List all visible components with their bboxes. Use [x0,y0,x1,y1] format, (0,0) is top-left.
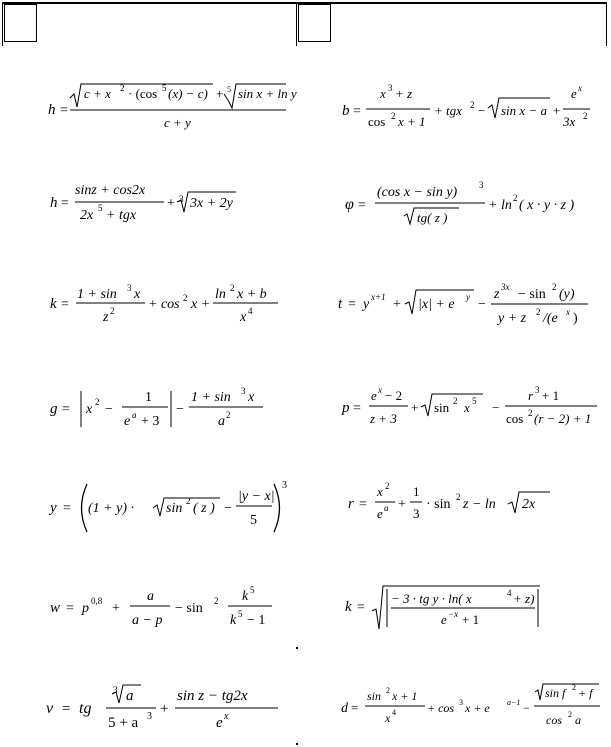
svg-text:4: 4 [507,588,512,598]
svg-text:x + 1: x + 1 [398,114,426,129]
svg-text:=: = [66,601,74,616]
svg-text:=: = [353,401,361,416]
formula-p [342,385,600,435]
svg-text:(cos x − sin y): (cos x − sin y) [377,185,458,200]
svg-text:sin x + ln y: sin x + ln y [238,86,297,101]
svg-text:3: 3 [147,711,152,722]
svg-text:· (cos: · (cos [128,86,158,101]
svg-text:2: 2 [470,100,475,110]
svg-text:+ cos: + cos [427,701,455,715]
svg-text:p: p [82,601,89,616]
svg-text:(1 + y) ·: (1 + y) · [88,501,134,516]
svg-text:t: t [338,296,343,312]
svg-text:− 1: − 1 [247,613,266,628]
formula-h-2 [50,178,260,228]
svg-text:tg( z ): tg( z ) [417,210,448,225]
svg-text:r: r [348,496,354,512]
svg-text:|y − x|: |y − x| [238,489,275,504]
svg-text:=: = [61,297,69,312]
svg-text:2x: 2x [522,497,536,512]
svg-text:2: 2 [95,397,100,407]
svg-text:3: 3 [241,386,246,396]
svg-text:2: 2 [572,683,576,692]
svg-text:x: x [566,307,570,317]
svg-text:2: 2 [186,496,191,506]
svg-text:+: + [398,497,406,512]
svg-text:3: 3 [459,698,463,707]
svg-text:e: e [441,612,447,627]
formula-k-1 [50,284,290,334]
svg-text:z − ln: z − ln [463,497,496,512]
svg-text:x + e: x + e [465,701,490,715]
svg-text:( z ): ( z ) [193,501,215,516]
svg-text:5 + a: 5 + a [108,715,139,731]
header-column-separator [296,4,297,46]
svg-text:e: e [571,86,577,101]
formula-h-1 [48,80,298,140]
svg-text:tg: tg [79,700,92,717]
svg-text:2: 2 [536,307,541,317]
svg-text:=: = [61,196,69,211]
svg-text:−: − [105,402,113,417]
svg-text:3: 3 [535,385,540,395]
svg-text:4: 4 [248,306,253,316]
formula-b [342,82,592,142]
svg-text:− 3 · tg y · ln( x: − 3 · tg y · ln( x [391,591,472,606]
svg-text:): ) [573,311,578,326]
svg-text:sin: sin [166,501,183,516]
svg-text:2: 2 [568,710,572,719]
svg-text:x: x [378,385,382,395]
svg-text:+: + [112,601,120,616]
svg-text:· sin: · sin [426,497,451,512]
svg-text:+ tgx: + tgx [106,208,137,223]
svg-text:g: g [50,401,58,417]
svg-text:cos: cos [546,713,562,727]
svg-text:2: 2 [391,111,396,121]
svg-text:a: a [147,589,154,604]
formula-g [50,385,285,435]
svg-text:5: 5 [162,83,167,93]
svg-text:2: 2 [385,481,390,491]
svg-text:a−1: a−1 [507,698,521,707]
svg-text:x: x [86,402,93,417]
formula-y [50,480,295,540]
svg-text:x: x [224,711,229,722]
svg-text:+ 3: + 3 [141,414,160,429]
svg-text:k: k [50,296,57,312]
svg-text:sin: sin [434,400,450,415]
svg-text:+: + [160,701,169,717]
svg-text:2: 2 [183,293,188,303]
svg-text:2: 2 [120,83,125,93]
svg-text:=: = [348,297,356,312]
svg-text:−: − [176,402,184,417]
formula-v [46,680,291,735]
svg-text:k: k [345,599,352,615]
svg-text:2: 2 [230,283,235,293]
svg-text:x +: x + [191,297,211,312]
svg-text:3: 3 [179,194,184,204]
svg-text:cos: cos [506,411,524,426]
svg-text:− sin: − sin [175,601,203,616]
svg-text:x+1: x+1 [371,292,386,302]
svg-text:x: x [464,400,470,415]
svg-text:2: 2 [453,396,458,406]
svg-text:+: + [553,103,561,118]
svg-text:−: − [523,701,530,715]
svg-text:e: e [371,388,377,403]
svg-text:|x| + e: |x| + e [418,297,455,312]
svg-text:2: 2 [552,282,557,292]
svg-text:2: 2 [583,111,588,121]
svg-text:/(e: /(e [543,311,558,326]
svg-text:2: 2 [386,686,390,695]
svg-text:+ z): + z) [513,591,535,606]
svg-text:3x: 3x [501,282,510,292]
svg-text:3: 3 [413,506,420,521]
svg-text:=: = [63,501,71,516]
svg-text:−: − [492,400,500,415]
svg-text:=: = [357,600,365,615]
svg-text:+: + [167,196,175,211]
svg-text:2: 2 [214,596,219,606]
header-left-rule [2,2,3,46]
svg-text:b: b [342,103,350,119]
svg-text:d: d [341,701,348,716]
svg-text:z: z [103,310,109,325]
svg-text:x: x [377,484,383,499]
svg-text:+: + [393,297,401,312]
svg-text:=: = [359,497,367,512]
svg-text:h: h [50,195,58,211]
svg-text:a: a [218,414,225,429]
svg-text:φ: φ [345,196,354,213]
svg-text:c + x: c + x [84,86,111,101]
formula-t [338,282,598,332]
svg-text:−: − [478,103,486,118]
svg-text:+ 1: + 1 [462,612,480,627]
svg-text:x: x [240,310,247,325]
svg-text:1: 1 [413,484,420,499]
svg-text:1 + sin: 1 + sin [77,287,117,302]
svg-text:(r − 2) + 1: (r − 2) + 1 [534,411,592,426]
svg-text:=: = [60,103,68,118]
svg-text:e: e [377,506,383,521]
svg-text:2: 2 [513,193,518,203]
svg-text:v: v [46,700,54,717]
svg-text:(x) − c): (x) − c) [168,86,208,101]
svg-text:(y): (y) [559,287,575,302]
variant-number-box-right [298,4,331,42]
svg-text:x: x [134,287,141,302]
svg-text:1: 1 [145,390,152,405]
svg-text:+ ln: + ln [488,198,512,213]
svg-text:p: p [342,400,350,416]
svg-text:sin f: sin f [545,686,566,700]
svg-text:5: 5 [250,585,255,595]
svg-text:−: − [478,297,486,312]
svg-text:( x · y · z ): ( x · y · z ) [519,198,575,213]
svg-text:sin z − tg2x: sin z − tg2x [177,688,248,704]
svg-text:c + y: c + y [164,115,191,130]
svg-text:sin: sin [367,689,382,703]
svg-text:x: x [578,83,582,93]
svg-text:a − p: a − p [132,613,163,628]
svg-text:2: 2 [456,492,461,502]
svg-text:e: e [216,715,223,731]
svg-text:+ cos: + cos [148,297,180,312]
svg-text:=: = [353,104,361,119]
svg-text:=: = [351,700,359,715]
svg-text:a: a [384,503,389,513]
svg-text:3: 3 [388,83,393,93]
svg-text:cos: cos [368,114,386,129]
svg-text:1 + sin: 1 + sin [191,390,231,405]
svg-text:e: e [124,414,131,429]
svg-text:z: z [494,287,500,302]
svg-text:5: 5 [98,203,103,213]
svg-text:=: = [62,701,71,717]
svg-text:y: y [466,292,470,302]
formula-d [341,682,603,734]
svg-text:−: − [224,501,232,516]
svg-text:+: + [411,400,419,415]
svg-text:3: 3 [282,480,287,491]
formula-r [348,481,558,534]
margin-dot [296,647,298,649]
header-right-rule [606,2,607,46]
svg-text:5: 5 [250,513,257,528]
svg-text:y + z: y + z [498,311,527,326]
svg-text:2: 2 [110,306,115,316]
svg-text:2: 2 [528,408,533,418]
svg-text:−x: −x [448,609,459,619]
variant-number-box-left [4,4,37,42]
svg-text:ln: ln [215,287,226,302]
svg-text:3: 3 [479,180,484,190]
svg-text:+ z: + z [395,86,413,101]
svg-text:3: 3 [127,283,132,293]
svg-text:a: a [126,688,134,704]
formula-w [50,585,290,635]
svg-text:z + 3: z + 3 [370,411,397,426]
formula-phi [345,180,600,230]
svg-text:5: 5 [472,396,477,406]
svg-text:x: x [248,390,255,405]
svg-text:3x + 2y: 3x + 2y [190,196,233,211]
svg-text:x + b: x + b [237,287,267,302]
svg-text:+ f: + f [578,686,593,700]
svg-text:r: r [528,388,534,403]
svg-text:4: 4 [392,708,396,717]
svg-text:x: x [385,711,391,725]
svg-text:k: k [242,589,249,604]
svg-text:3x: 3x [563,114,576,129]
svg-text:− sin: − sin [518,287,546,302]
svg-text:y: y [50,500,57,516]
svg-text:+ tgx: + tgx [434,103,462,118]
formula-k-2 [345,583,545,635]
svg-text:a: a [132,410,137,420]
svg-text:h: h [48,102,56,118]
svg-text:5: 5 [238,609,243,619]
svg-text:+ 1: + 1 [542,388,560,403]
svg-text:w: w [50,600,61,616]
svg-text:3: 3 [113,685,118,695]
svg-text:=: = [358,198,366,213]
svg-text:y: y [363,297,370,312]
svg-text:2: 2 [226,410,231,420]
svg-text:x + 1: x + 1 [392,689,418,703]
svg-text:sin x − a: sin x − a [501,103,547,118]
svg-text:− 2: − 2 [385,388,403,403]
svg-text:+: + [216,86,224,101]
margin-dot [296,743,298,745]
svg-text:2x: 2x [80,208,94,223]
svg-text:a: a [575,713,581,727]
svg-text:0,8: 0,8 [91,596,103,606]
svg-text:sinz + cos2x: sinz + cos2x [75,183,146,198]
svg-text:k: k [230,613,237,628]
svg-text:x: x [380,86,386,101]
svg-text:=: = [62,402,70,417]
svg-text:5: 5 [227,85,231,94]
